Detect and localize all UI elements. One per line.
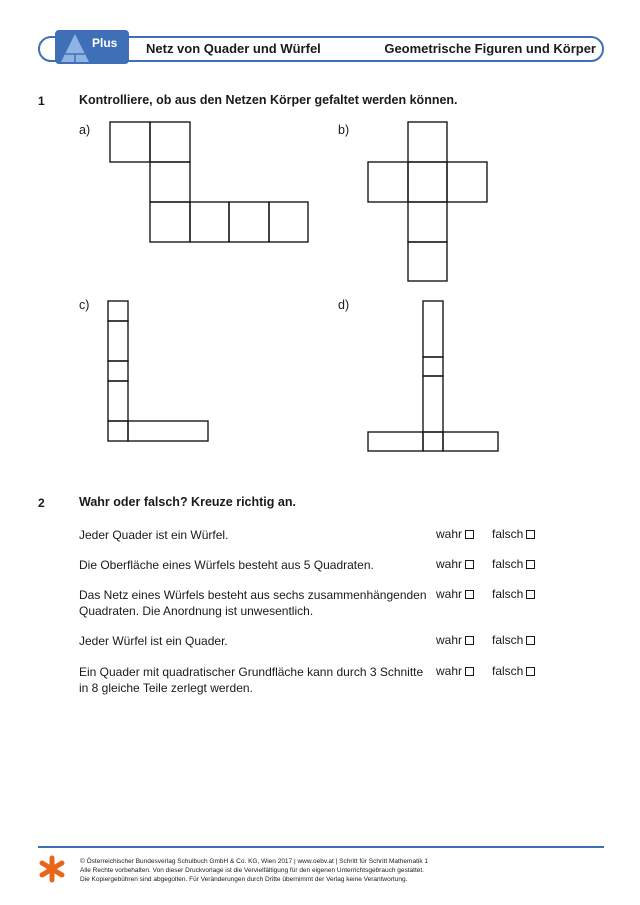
checkbox[interactable] bbox=[526, 530, 535, 539]
checkbox[interactable] bbox=[465, 636, 474, 645]
net-d-label: d) bbox=[338, 298, 350, 312]
checkbox[interactable] bbox=[465, 530, 474, 539]
net-c-label: c) bbox=[79, 298, 90, 312]
statement-3: Das Netz eines Würfels besteht aus sechs zusammenhängenden Quadraten. Die Anordnung ist unwesentlich. bbox=[79, 588, 427, 618]
statement-2-true-option[interactable]: wahr bbox=[436, 557, 474, 571]
footer-divider bbox=[38, 846, 604, 848]
net-a bbox=[110, 122, 308, 242]
worksheet-topic: Geometrische Figuren und Körper bbox=[384, 41, 596, 56]
net-a-label: a) bbox=[79, 123, 91, 137]
task-2-instruction: Wahr oder falsch? Kreuze richtig an. bbox=[79, 495, 296, 509]
statement-2-false-option[interactable]: falsch bbox=[492, 557, 535, 571]
statement-2: Die Oberfläche eines Würfels besteht aus 5 Quadraten. bbox=[79, 558, 374, 572]
statement-1-true-option[interactable]: wahr bbox=[436, 527, 474, 541]
task-2-number: 2 bbox=[38, 496, 45, 510]
net-b-label: b) bbox=[338, 123, 350, 137]
checkbox[interactable] bbox=[526, 590, 535, 599]
statement-4: Jeder Würfel ist ein Quader. bbox=[79, 634, 228, 648]
task-1-number: 1 bbox=[38, 94, 45, 108]
worksheet-title: Netz von Quader und Würfel bbox=[146, 41, 321, 56]
checkbox[interactable] bbox=[465, 590, 474, 599]
statement-3-false-option[interactable]: falsch bbox=[492, 587, 535, 601]
footer-copyright: © Österreichischer Bundesverlag Schulbuch GmbH & Co. KG, Wien 2017 | www.oebv.at | Schritt für Schritt Mathematik 1 Alle Rechte vorbehalten. Von dieser Druckvorlage ist die Vervielfältigung für den eigenen Unterrichtsgebrauch gestattet. Die Kopiergebühren sind abgegolten. Für Veränderungen durch Dritte übernimmt der Verlag keine Verantwortung. bbox=[80, 858, 428, 883]
checkbox[interactable] bbox=[465, 560, 474, 569]
checkbox[interactable] bbox=[526, 636, 535, 645]
statement-5-false-option[interactable]: falsch bbox=[492, 664, 535, 678]
publisher-logo-icon bbox=[38, 855, 66, 883]
checkbox[interactable] bbox=[526, 667, 535, 676]
statement-5-true-option[interactable]: wahr bbox=[436, 664, 474, 678]
statement-3-true-option[interactable]: wahr bbox=[436, 587, 474, 601]
net-d bbox=[368, 301, 498, 451]
logo-text: Plus bbox=[92, 36, 118, 50]
statement-5: Ein Quader mit quadratischer Grundfläche kann durch 3 Schnitte in 8 gleiche Teile zerlegt werden. bbox=[79, 665, 424, 695]
task-1-instruction: Kontrolliere, ob aus den Netzen Körper gefaltet werden können. bbox=[79, 93, 458, 107]
net-b bbox=[368, 122, 487, 281]
net-c bbox=[108, 301, 208, 441]
statement-4-false-option[interactable]: falsch bbox=[492, 633, 535, 647]
statement-1-false-option[interactable]: falsch bbox=[492, 527, 535, 541]
checkbox[interactable] bbox=[526, 560, 535, 569]
statement-4-true-option[interactable]: wahr bbox=[436, 633, 474, 647]
checkbox[interactable] bbox=[465, 667, 474, 676]
statement-1: Jeder Quader ist ein Würfel. bbox=[79, 528, 229, 542]
